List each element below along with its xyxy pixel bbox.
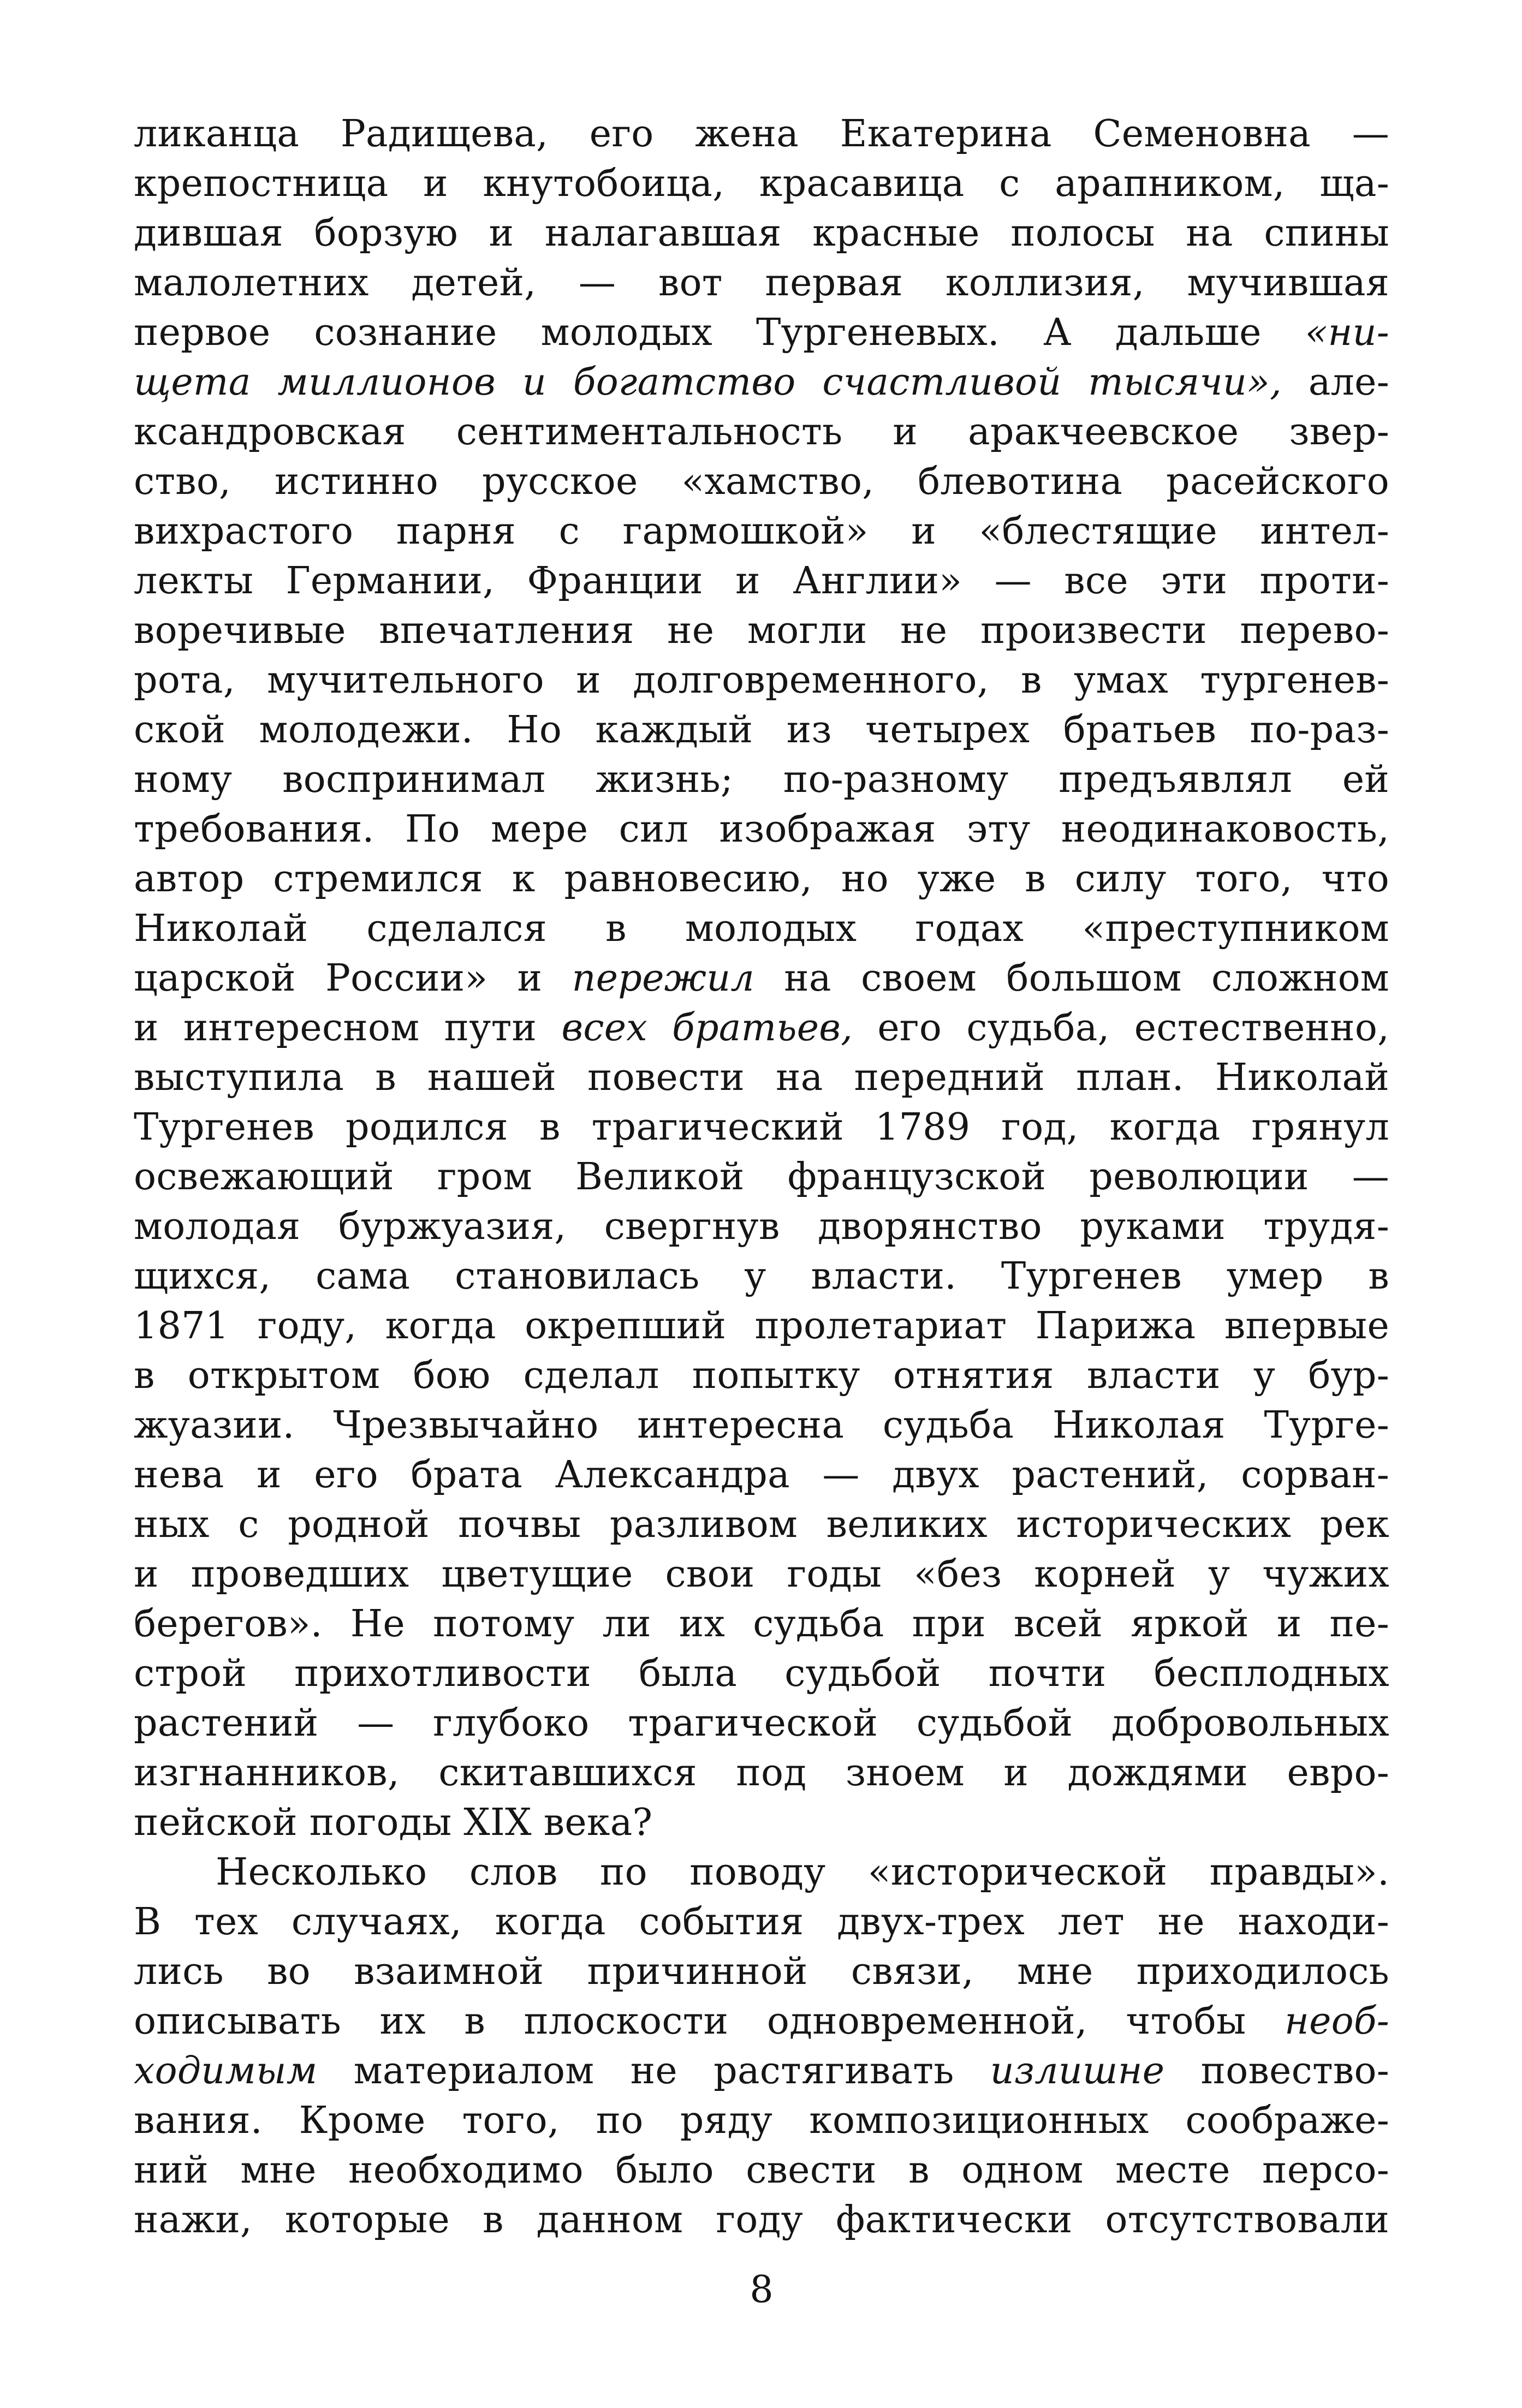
text-segment: выступила в нашей повести на передний план. Николай <box>134 1056 1389 1099</box>
text-segment: дившая борзую и налагавшая красные полосы на спины <box>134 212 1389 255</box>
text-segment: пейской погоды XIX века? <box>134 1801 653 1844</box>
text-line <box>134 1748 1389 1798</box>
text-segment: воречивые впечатления не могли не произвести перево- <box>134 609 1389 652</box>
text-line <box>134 606 1389 655</box>
text-line <box>134 1152 1389 1202</box>
text-segment: щихся, сама становилась у власти. Тургенев умер в <box>134 1255 1389 1298</box>
text-line <box>134 705 1389 755</box>
text-segment: Несколько слов по поводу «исторической правды». <box>216 1851 1389 1894</box>
text-line <box>134 1202 1389 1251</box>
text-line <box>134 1798 1389 1847</box>
text-segment: освежающий гром Великой французской революции — <box>134 1155 1389 1199</box>
text-line <box>134 1698 1389 1748</box>
text-body <box>134 109 1389 2245</box>
text-segment: жуазии. Чрезвычайно интересна судьба Николая Турге- <box>134 1404 1389 1447</box>
text-line <box>134 804 1389 854</box>
text-segment: повество- <box>1164 2049 1389 2093</box>
text-segment: ному воспринимал жизнь; по-разному предъявлял ей <box>134 758 1389 801</box>
text-line <box>134 556 1389 606</box>
text-segment: малолетних детей, — вот первая коллизия, мучившая <box>134 261 1389 305</box>
text-line <box>134 506 1389 556</box>
text-line <box>134 2046 1389 2096</box>
text-segment: материалом не растягивать <box>317 2049 990 2093</box>
text-line <box>134 109 1389 159</box>
text-line <box>134 407 1389 457</box>
text-line <box>134 1400 1389 1450</box>
text-line <box>134 1301 1389 1351</box>
text-line <box>134 1251 1389 1301</box>
text-line <box>134 159 1389 208</box>
text-segment: описывать их в плоскости одновременной, чтобы <box>134 2000 1285 2043</box>
italic-text: всех братьев, <box>561 1006 853 1050</box>
text-segment: лись во взаимной причинной связи, мне приходилось <box>134 1950 1389 1993</box>
text-line <box>134 208 1389 258</box>
text-segment: Тургенев родился в трагический 1789 год, когда грянул <box>134 1106 1389 1149</box>
text-line <box>134 1599 1389 1649</box>
text-segment: ных с родной почвы разливом великих исторических рек <box>134 1503 1389 1546</box>
text-segment: рота, мучительного и долговременного, в умах тургенев- <box>134 659 1389 702</box>
text-line <box>134 2195 1389 2245</box>
text-line <box>134 1102 1389 1152</box>
book-page <box>134 109 1390 2311</box>
text-segment: на своем большом сложном <box>754 957 1390 1000</box>
text-segment: нева и его брата Александра — двух растений, сорван- <box>134 1453 1389 1497</box>
text-segment: крепостница и кнутобоица, красавица с арапником, ща- <box>134 162 1389 205</box>
text-segment: и интересном пути <box>134 1006 562 1050</box>
text-segment: ликанца Радищева, его жена Екатерина Семеновна — <box>134 112 1389 156</box>
text-segment: лекты Германии, Франции и Англии» — все эти проти- <box>134 559 1389 603</box>
text-line <box>134 1003 1389 1053</box>
text-segment: первое сознание молодых Тургеневых. А дальше <box>134 311 1305 354</box>
text-line <box>134 457 1389 506</box>
paragraph <box>134 109 1389 1847</box>
text-line <box>134 655 1389 705</box>
text-line <box>134 1549 1389 1599</box>
text-segment: в открытом бою сделал попытку отнятия власти у бур- <box>134 1354 1389 1397</box>
text-segment: але- <box>1281 361 1389 404</box>
text-segment: берегов». Не потому ли их судьба при всей яркой и пе- <box>134 1602 1389 1646</box>
text-line <box>134 308 1389 357</box>
text-line <box>134 1947 1389 1996</box>
text-segment: ксандровская сентиментальность и аракчеевское звер- <box>134 410 1389 454</box>
text-segment: автор стремился к равновесию, но уже в силу того, что <box>134 857 1389 901</box>
text-segment: его судьба, естественно, <box>853 1006 1389 1050</box>
text-line <box>134 258 1389 308</box>
text-segment: изгнанников, скитавшихся под зноем и дождями евро- <box>134 1751 1389 1795</box>
italic-text: необ- <box>1285 2000 1389 2043</box>
text-line <box>134 1897 1389 1947</box>
text-line <box>134 1351 1389 1400</box>
text-line <box>134 953 1389 1003</box>
text-segment: царской России» и <box>134 957 572 1000</box>
page-number: 8 <box>750 2268 774 2311</box>
text-line <box>134 1847 1389 1897</box>
text-line <box>134 357 1389 407</box>
text-line <box>134 1450 1389 1500</box>
text-segment: ской молодежи. Но каждый из четырех братьев по-раз- <box>134 708 1389 752</box>
text-line <box>134 2145 1389 2195</box>
text-line <box>134 1053 1389 1102</box>
italic-text: пережил <box>572 957 754 1000</box>
italic-text: «ни- <box>1305 311 1389 354</box>
text-segment: ний мне необходимо было свести в одном месте персо- <box>134 2149 1389 2192</box>
italic-text: излишне <box>990 2049 1165 2093</box>
text-line <box>134 755 1389 804</box>
text-segment: 1871 году, когда окрепший пролетариат Парижа впервые <box>134 1304 1389 1348</box>
text-line <box>134 1649 1389 1698</box>
text-segment: вихрастого парня с гармошкой» и «блестящие интел- <box>134 510 1389 553</box>
text-segment: ство, истинно русское «хамство, блевотина расейского <box>134 460 1389 503</box>
text-segment: вания. Кроме того, по ряду композиционных соображе- <box>134 2099 1389 2142</box>
text-segment: требования. По мере сил изображая эту неодинаковость, <box>134 808 1389 851</box>
text-line <box>134 1500 1389 1549</box>
text-segment: Николай сделался в молодых годах «преступником <box>134 907 1389 950</box>
text-segment: молодая буржуазия, свергнув дворянство руками трудя- <box>134 1205 1389 1248</box>
text-line <box>134 2096 1389 2145</box>
text-segment: строй прихотливости была судьбой почти бесплодных <box>134 1652 1389 1695</box>
text-segment: и проведших цветущие свои годы «без корней у чужих <box>134 1553 1389 1596</box>
paragraph <box>134 1847 1389 2245</box>
text-line <box>134 904 1389 953</box>
text-line <box>134 1996 1389 2046</box>
text-segment: В тех случаях, когда события двух-трех лет не находи- <box>134 1900 1389 1944</box>
italic-text: ходимым <box>134 2049 318 2093</box>
text-line <box>134 854 1389 904</box>
italic-text: щета миллионов и богатство счастливой тысячи», <box>134 361 1282 404</box>
text-segment: растений — глубоко трагической судьбой добровольных <box>134 1702 1389 1745</box>
text-segment: нажи, которые в данном году фактически отсутствовали <box>134 2198 1389 2242</box>
